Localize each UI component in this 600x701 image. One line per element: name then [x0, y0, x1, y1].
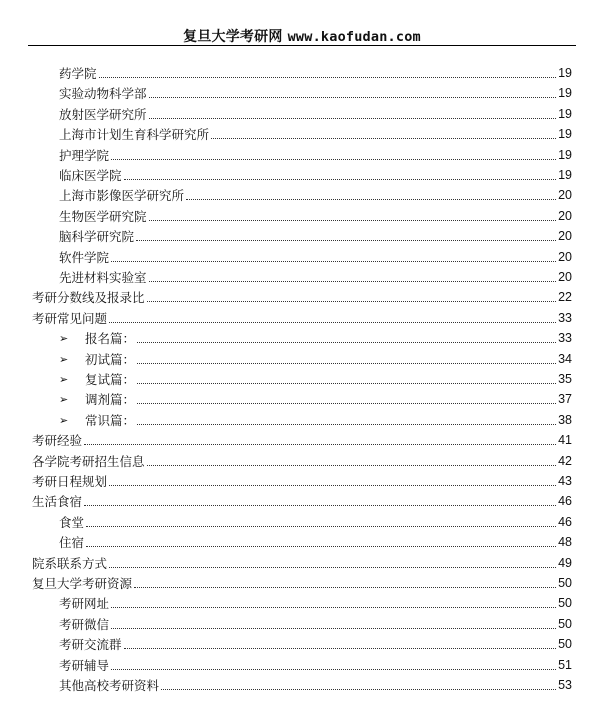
toc-entry[interactable]: [59, 532, 572, 550]
dot-leader: [124, 648, 557, 649]
toc-entry-label: 考研微信: [59, 616, 110, 632]
dot-leader: [149, 220, 557, 221]
toc-entry[interactable]: [59, 410, 572, 428]
toc-entry-page-number: 20: [558, 188, 572, 203]
dot-leader: [211, 138, 556, 139]
toc-entry[interactable]: [59, 389, 572, 407]
toc-entry[interactable]: [59, 124, 572, 142]
toc-entry[interactable]: [59, 83, 572, 101]
toc-entry-page-number: 46: [558, 514, 572, 529]
toc-entry[interactable]: [59, 675, 572, 693]
toc-entry-page-number: 38: [558, 412, 572, 427]
toc-entry-page-number: 37: [558, 392, 572, 407]
dot-leader: [161, 689, 556, 690]
page-header: [28, 0, 576, 46]
dot-leader: [149, 97, 557, 98]
dot-leader: [109, 322, 556, 323]
dot-leader: [84, 505, 556, 506]
toc-entry-page-number: 19: [558, 147, 572, 162]
toc-entry-label: 药学院: [59, 66, 97, 81]
toc-entry-label: 护理学院: [59, 147, 110, 163]
toc-entry-label: 复试篇：: [85, 372, 136, 387]
toc-entry[interactable]: [59, 63, 572, 81]
toc-entry[interactable]: [32, 430, 572, 448]
toc-entry[interactable]: [32, 553, 572, 571]
dot-leader: [109, 485, 556, 486]
toc-entry-label: 实验动物科学部: [59, 86, 147, 102]
arrow-bullet-icon: ➢: [59, 393, 69, 407]
header-title: 复旦大学考研网 www.kaofudan.com: [183, 29, 421, 45]
toc-entry-label: 常识篇：: [85, 412, 136, 428]
toc-entry[interactable]: [59, 328, 572, 346]
toc-entry-page-number: 22: [558, 290, 572, 305]
toc-entry-label: 各学院考研招生信息: [32, 453, 145, 469]
toc-entry[interactable]: [32, 573, 572, 591]
toc-entry[interactable]: [59, 614, 572, 632]
arrow-bullet-icon: ➢: [59, 373, 69, 386]
toc-entry-page-number: 33: [558, 331, 572, 346]
toc-entry-page-number: 50: [558, 637, 572, 652]
toc-entry-label: 生活食宿: [32, 494, 83, 510]
toc-entry-page-number: 19: [558, 168, 572, 182]
toc-entry[interactable]: [59, 104, 572, 122]
arrow-bullet-icon: ➢: [59, 332, 69, 346]
toc-entry-label: 初试篇：: [85, 351, 136, 367]
dot-leader: [99, 77, 557, 78]
dot-leader: [134, 587, 556, 588]
toc-entry-label: 考研辅导: [59, 657, 110, 673]
header-url: www.kaofudan.com: [287, 29, 421, 45]
toc-entry[interactable]: [59, 165, 572, 183]
toc-entry[interactable]: [59, 593, 572, 611]
dot-leader: [86, 546, 556, 547]
toc-entry-page-number: 19: [558, 106, 572, 121]
toc-entry[interactable]: [59, 634, 572, 652]
toc-entry-page-number: 49: [558, 555, 572, 570]
arrow-bullet-icon: ➢: [59, 352, 69, 366]
toc-entry-label: 临床医学院: [59, 168, 122, 183]
toc-entry-page-number: 19: [558, 66, 572, 80]
toc-entry[interactable]: [59, 267, 572, 285]
toc-entry[interactable]: [59, 226, 572, 244]
toc-entry-page-number: 19: [558, 86, 572, 101]
dot-leader: [137, 363, 556, 364]
toc-entry-page-number: 50: [558, 616, 572, 631]
toc-entry-page-number: 20: [558, 208, 572, 223]
toc-entry-label: 考研日程规划: [32, 474, 108, 489]
dot-leader: [111, 261, 556, 262]
toc-entry-label: 脑科学研究院: [59, 229, 135, 245]
dot-leader: [111, 628, 556, 629]
dot-leader: [149, 118, 557, 119]
toc-entry-page-number: 19: [558, 127, 572, 142]
toc-entry-label: 软件学院: [59, 249, 110, 265]
toc-entry-page-number: 53: [558, 678, 572, 692]
toc-entry-label: 考研交流群: [59, 637, 122, 653]
toc-entry-page-number: 42: [558, 453, 572, 468]
toc-entry-label: 考研网址: [59, 596, 110, 612]
toc-entry-page-number: 20: [558, 249, 572, 264]
dot-leader: [137, 342, 556, 343]
toc-entry-label: 先进材料实验室: [59, 270, 147, 285]
toc-entry[interactable]: [32, 471, 572, 489]
toc-entry[interactable]: [59, 369, 572, 387]
dot-leader: [136, 240, 556, 241]
dot-leader: [84, 444, 556, 445]
dot-leader: [86, 526, 556, 527]
toc-entry-label: 院系联系方式: [32, 555, 108, 571]
toc-entry-label: 复旦大学考研资源: [32, 576, 133, 591]
dot-leader: [147, 465, 557, 466]
toc-entry-label: 调剂篇：: [85, 392, 136, 408]
toc-entry[interactable]: [59, 655, 572, 673]
toc-entry-label: 考研常见问题: [32, 310, 108, 326]
toc-entry-page-number: 35: [558, 372, 572, 386]
toc-entry[interactable]: [59, 349, 572, 367]
arrow-bullet-icon: ➢: [59, 413, 69, 427]
dot-leader: [111, 607, 556, 608]
toc-entry[interactable]: [59, 247, 572, 265]
toc-entry-page-number: 50: [558, 576, 572, 590]
dot-leader: [111, 669, 556, 670]
toc-entry[interactable]: [32, 451, 572, 469]
toc-entry-page-number: 41: [558, 433, 572, 448]
dot-leader: [147, 301, 557, 302]
toc-entry[interactable]: [59, 145, 572, 163]
toc-entry-label: 其他高校考研资料: [59, 678, 160, 693]
toc-entry[interactable]: [59, 206, 572, 224]
header-divider: [28, 45, 576, 46]
toc-entry[interactable]: [32, 491, 572, 509]
toc-entry-label: 上海市计划生育科学研究所: [59, 127, 210, 143]
toc-entry-page-number: 50: [558, 596, 572, 611]
dot-leader: [111, 159, 556, 160]
toc-entry-label: 生物医学研究院: [59, 208, 147, 224]
toc-entry[interactable]: [32, 308, 572, 326]
toc-entry-page-number: 48: [558, 535, 572, 550]
toc-entry-page-number: 46: [558, 494, 572, 509]
dot-leader: [124, 179, 557, 180]
toc-entry-label: 住宿: [59, 535, 85, 551]
dot-leader: [149, 281, 557, 282]
toc-entry-label: 考研分数线及报录比: [32, 290, 145, 306]
toc-entry-page-number: 20: [558, 270, 572, 284]
toc-entry-page-number: 20: [558, 229, 572, 244]
toc-entry-page-number: 51: [558, 657, 572, 672]
toc-entry[interactable]: [59, 512, 572, 530]
toc-entry-label: 食堂: [59, 514, 85, 530]
toc-entry-page-number: 34: [558, 351, 572, 366]
dot-leader: [137, 383, 556, 384]
toc-entry-label: 报名篇：: [85, 331, 136, 347]
toc-entry-page-number: 33: [558, 310, 572, 325]
toc-entry-page-number: 43: [558, 474, 572, 488]
toc-entry-label: 上海市影像医学研究所: [59, 188, 185, 204]
toc-entry-label: 考研经验: [32, 433, 83, 449]
dot-leader: [137, 424, 556, 425]
toc-entry[interactable]: [59, 185, 572, 203]
toc-entry-label: 放射医学研究所: [59, 106, 147, 122]
dot-leader: [186, 199, 556, 200]
dot-leader: [137, 403, 556, 404]
dot-leader: [109, 567, 556, 568]
toc-entry[interactable]: [32, 287, 572, 305]
